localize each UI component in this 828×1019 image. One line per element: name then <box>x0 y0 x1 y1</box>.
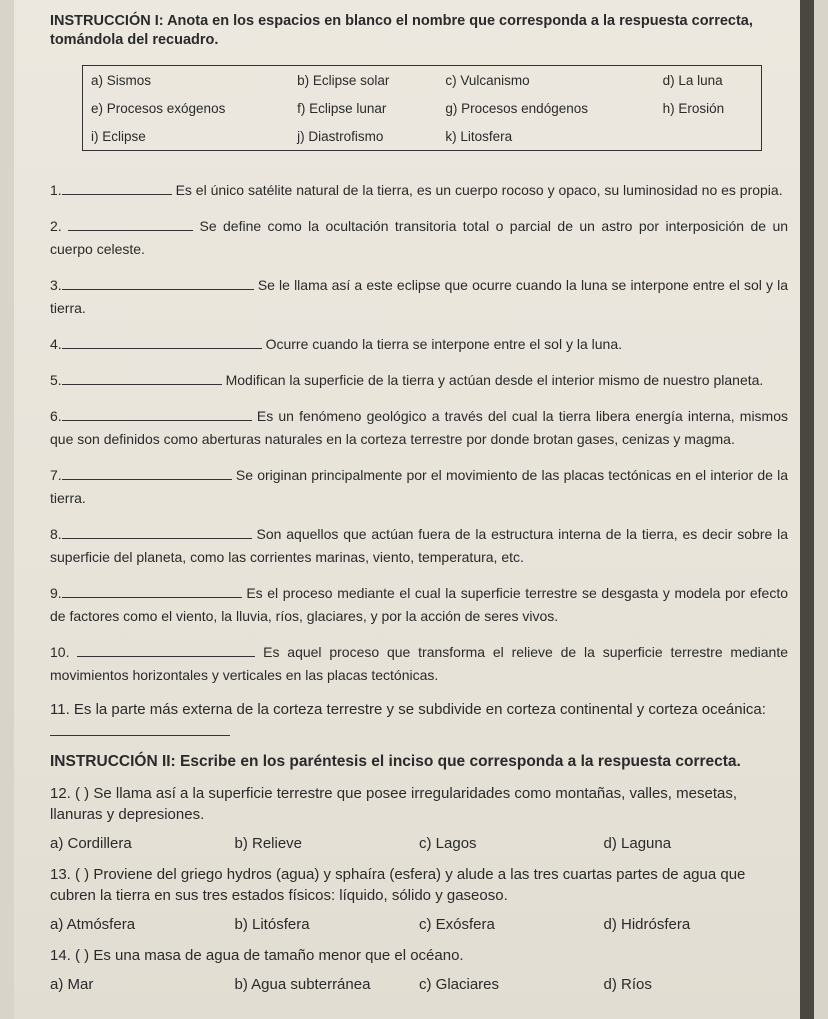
option-e: e) Procesos exógenos <box>91 100 226 116</box>
option-g: g) Procesos endógenos <box>445 100 588 116</box>
option-d: d) La luna <box>662 72 723 88</box>
option-f: f) Eclipse lunar <box>297 100 387 116</box>
choice-13-c: c) Exósfera <box>419 916 495 933</box>
question-12: 12. ( ) Se llama así a la superficie terrestre que posee irregularidades como montañas, valles, mesetas, llanuras y depresiones. <box>50 785 737 823</box>
answer-blank-2[interactable] <box>68 216 193 231</box>
question-10: 10. Es aquel proceso que transforma el relieve de la superficie terrestre mediante movimientos horizontales y verticales en las placas tectónicas. <box>50 644 789 683</box>
answer-options-box <box>82 65 762 151</box>
question-8: 8. Son aquellos que actúan fuera de la estructura interna de la tierra, es decir sobre la superficie del planeta, como las corrientes marinas, viento, temperatura, etc. <box>50 526 788 565</box>
choice-14-c: c) Glaciares <box>419 976 500 993</box>
instruction-2: INSTRUCCIÓN II: Escribe en los paréntesis el inciso que corresponda a la respuesta correcta. <box>50 753 741 770</box>
question-1: 1. Es el único satélite natural de la tierra, es un cuerpo rocoso y opaco, su luminosidad no es propia. <box>50 182 783 198</box>
choice-13-b: b) Litósfera <box>234 916 310 933</box>
option-c: c) Vulcanismo <box>445 72 530 88</box>
answer-blank-4[interactable] <box>62 334 262 349</box>
answer-blank-1[interactable] <box>62 180 172 195</box>
answer-blank-10[interactable] <box>77 642 255 657</box>
choice-14-d: d) Ríos <box>603 976 652 993</box>
choice-14-a: a) Mar <box>50 976 94 993</box>
question-4: 4. Ocurre cuando la tierra se interpone entre el sol y la luna. <box>50 336 622 352</box>
choice-13-d: d) Hidrósfera <box>603 916 691 933</box>
question-2: 2. Se define como la ocultación transitoria total o parcial de un astro por interposición de un cuerpo celeste. <box>50 218 789 257</box>
options-row <box>83 122 762 151</box>
options-row <box>83 66 762 95</box>
choice-13-a: a) Atmósfera <box>50 916 136 933</box>
answer-blank-8[interactable] <box>62 524 252 539</box>
option-k: k) Litosfera <box>445 128 513 144</box>
worksheet-page <box>14 0 814 1019</box>
instruction-1: INSTRUCCIÓN I: Anota en los espacios en blanco el nombre que corresponda a la respuesta correcta, tomándola del recuadro. <box>50 13 753 48</box>
option-h: h) Erosión <box>662 100 725 116</box>
question-7: 7. Se originan principalmente por el movimiento de las placas tectónicas en el interior de la tierra. <box>50 467 789 506</box>
option-a: a) Sismos <box>91 72 152 88</box>
answer-blank-5[interactable] <box>62 370 222 385</box>
question-13: 13. ( ) Proviene del griego hydros (agua) y sphaíra (esfera) y alude a las tres cuartas partes de agua que cubren la tierra en sus tres estados físicos: líquido, sólido y gaseoso. <box>50 866 746 904</box>
question-5: 5. Modifican la superficie de la tierra y actúan desde el interior mismo de nuestro planeta. <box>50 372 764 388</box>
option-empty <box>655 122 762 151</box>
answer-blank-3[interactable] <box>62 275 254 290</box>
option-i: i) Eclipse <box>91 128 146 144</box>
answer-blank-11[interactable] <box>50 721 230 736</box>
question-6: 6. Es un fenómeno geológico a través del cual la tierra libera energía interna, mismos que son definidos como aberturas naturales en la corteza terrestre por donde brotan gases, cenizas y magma. <box>50 408 789 447</box>
option-b: b) Eclipse solar <box>297 72 390 88</box>
question-3: 3. Se le llama así a este eclipse que ocurre cuando la luna se interpone entre el sol y la tierra. <box>50 277 789 316</box>
answer-blank-9[interactable] <box>62 583 242 598</box>
choice-12-b: b) Relieve <box>234 835 303 852</box>
choices-13 <box>50 916 788 933</box>
choice-12-a: a) Cordillera <box>50 835 132 852</box>
answer-blank-6[interactable] <box>62 406 252 421</box>
choice-12-c: c) Lagos <box>419 835 477 852</box>
options-row <box>83 94 762 122</box>
question-14: 14. ( ) Es una masa de agua de tamaño menor que el océano. <box>50 947 464 964</box>
choices-14 <box>50 976 788 993</box>
choices-12 <box>50 835 788 852</box>
choice-12-d: d) Laguna <box>603 835 672 852</box>
choice-14-b: b) Agua subterránea <box>234 976 371 993</box>
answer-blank-7[interactable] <box>62 465 232 480</box>
question-9: 9. Es el proceso mediante el cual la superficie terrestre se desgasta y modela por efecto de factores como el viento, la lluvia, ríos, glaciares, y por la acción de seres vivos. <box>50 585 788 624</box>
question-11: 11. Es la parte más externa de la corteza terrestre y se subdivide en corteza continental y corteza oceánica: <box>50 699 788 743</box>
page-edge-shadow <box>800 0 814 1019</box>
option-j: j) Diastrofismo <box>297 128 384 144</box>
